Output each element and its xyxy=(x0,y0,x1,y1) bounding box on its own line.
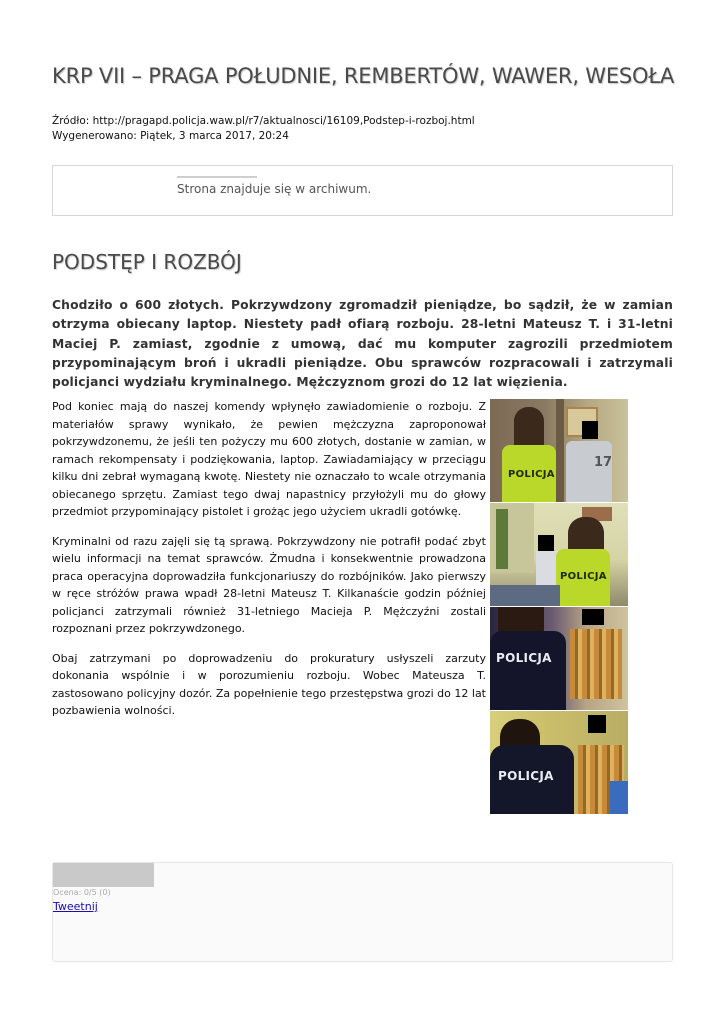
rating-stars-bar[interactable] xyxy=(53,863,154,887)
article-body xyxy=(52,398,486,732)
police-photo-1[interactable]: POLICJA 17 xyxy=(490,399,628,502)
paragraph-1: Pod koniec mają do naszej komendy wpłynęło zawiadomienie o rozboju. Z materiałów sprawy wynikało, że pewien mężczyzna zaproponował pokrzywdzonemu, że jeśli ten pożyczy mu 600 złotych, dostanie w zamian, w ramach rekompensaty i podziękowania, laptop. Zawiadamiający w przeciągu kilku dni zebrał wymaganą kwotę. Niestety nie oznaczało to wcale otrzymania obiecanego sprzętu. Zamiast tego dwaj napastnicy przyłożyli mu do głowy przedmiot przypominający pistolet i grożąc jego użyciem ukradli gotówkę. xyxy=(52,400,486,518)
site-title: KRP VII – PRAGA POŁUDNIE, REMBERTÓW, WAWER, WESOŁA xyxy=(52,64,675,88)
tweet-link[interactable]: Tweetnij xyxy=(53,900,98,913)
police-photo-4[interactable] xyxy=(490,711,628,814)
photo-gallery xyxy=(490,399,628,815)
rating-box xyxy=(52,862,673,962)
photo-2-label: POLICJA xyxy=(560,571,607,582)
photo-1-label: POLICJA xyxy=(508,469,555,480)
police-photo-2[interactable] xyxy=(490,503,628,606)
photo-4-label: POLICJA xyxy=(498,769,554,783)
archive-divider xyxy=(177,176,257,178)
archive-notice-box xyxy=(52,165,673,216)
rating-text: Ocena: 0/5 (0) xyxy=(53,888,111,897)
paragraph-2: Kryminalni od razu zajęli się tą sprawą. Pokrzywdzony nie potrafił podać zbyt wielu informacji na temat sprawców. Żmudna i konsekwentnie prowadzona praca operacyjna doprowadziła funkcjonariuszy do rozbójników. Jako pierwszy w ręce stróżów prawa wpadł 28-letni Mateusz T. Kilkanaście godzin później policjanci zatrzymali również 31-letniego Macieja P. Mężczyźni zostali rozpoznani przez pokrzywdzonego. xyxy=(52,534,486,635)
archive-notice: Strona znajduje się w archiwum. xyxy=(177,182,372,196)
article-title: PODSTĘP I ROZBÓJ xyxy=(52,250,242,274)
photo-3-label: POLICJA xyxy=(496,651,552,665)
generated-line: Wygenerowano: Piątek, 3 marca 2017, 20:24 xyxy=(52,130,289,142)
police-photo-3[interactable] xyxy=(490,607,628,710)
article-lead: Chodziło o 600 złotych. Pokrzywdzony zgromadził pieniądze, bo sądził, że w zamian otrzyma obiecany laptop. Niestety padł ofiarą rozboju. 28-letni Mateusz T. i 31-letni Maciej P. zamiast, zgodnie z umową, dać mu komputer zagrozili przedmiotem przypominającym broń i ukradli pieniądze. Obu sprawców rozpracowali i zatrzymali policjanci wydziału kryminalnego. Mężczyznom grozi do 12 lat więzienia. xyxy=(52,298,673,390)
page-meta xyxy=(52,114,475,144)
source-line: Źródło: http://pragapd.policja.waw.pl/r7/aktualnosci/16109,Podstep-i-rozboj.html xyxy=(52,115,475,127)
paragraph-3: Obaj zatrzymani po doprowadzeniu do prokuratury usłyszeli zarzuty dokonania wspólnie i w porozumieniu rozboju. Wobec Mateusza T. zastosowano policyjny dozór. Za popełnienie tego przestępstwa grozi do 12 lat pozbawienia wolności. xyxy=(52,651,486,717)
